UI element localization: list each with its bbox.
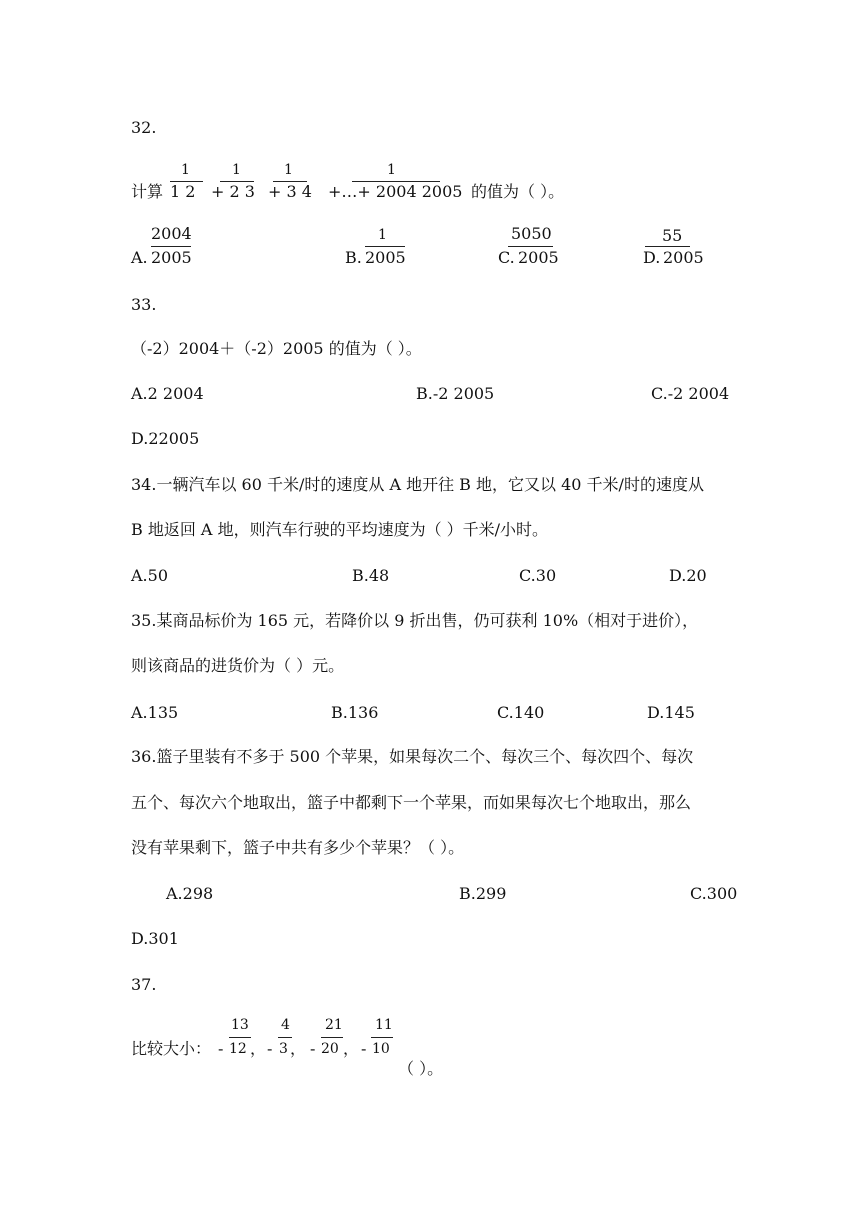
q32-option-d-numerator: 55	[662, 226, 683, 245]
q32-suffix: 的值为（ ）。	[471, 182, 565, 201]
q32-option-b-numerator: 1	[378, 227, 387, 243]
q36-option-d: D.301	[131, 929, 179, 948]
q37-term-2-bar	[278, 1037, 292, 1038]
q35-option-b: B.136	[331, 703, 379, 722]
question-34-line-1: 34.一辆汽车以 60 千米/时的速度从 A 地开往 B 地，它又以 40 千米/时的速度从	[131, 475, 704, 494]
q33-option-a: A.2 2004	[131, 384, 204, 403]
q37-term-1-numerator: 13	[231, 1017, 249, 1033]
q32-option-c-denominator: 2005	[518, 248, 559, 267]
q35-option-a: A.135	[131, 703, 179, 722]
question-37-number: 37.	[131, 975, 157, 994]
q37-term-3-denominator: 20	[321, 1041, 339, 1057]
q37-term-3-numerator: 21	[325, 1017, 343, 1033]
q32-denominator-1: 1 2	[170, 182, 196, 201]
q37-term-1-sign: -	[218, 1039, 224, 1058]
q32-denominator-3: + 3 4	[268, 182, 312, 201]
q37-prefix: 比较大小：	[131, 1039, 212, 1058]
q32-option-d-denominator: 2005	[663, 248, 704, 267]
q37-term-2-denominator: 3	[279, 1041, 288, 1057]
q32-denominator-2: + 2 3	[211, 182, 255, 201]
q32-numerator-2: 1	[232, 162, 241, 178]
q37-term-2-numerator: 4	[281, 1017, 290, 1033]
q37-term-1-bar	[229, 1037, 251, 1038]
q32-numerator-3: 1	[284, 162, 293, 178]
q35-option-d: D.145	[647, 703, 695, 722]
q34-option-b: B.48	[352, 566, 390, 585]
q32-option-c-numerator: 5050	[511, 224, 552, 243]
question-33-number: 33.	[131, 295, 157, 314]
q35-option-c: C.140	[497, 703, 545, 722]
question-35-line-1: 35.某商品标价为 165 元，若降价以 9 折出售，仍可获利 10%（相对于进价），	[131, 611, 699, 630]
question-34-line-2: B 地返回 A 地，则汽车行驶的平均速度为（ ）千米/小时。	[131, 520, 549, 539]
question-36-line-2: 五个、每次六个地取出，篮子中都剩下一个苹果，而如果每次七个地取出，那么	[131, 793, 692, 812]
q34-option-a: A.50	[131, 566, 168, 585]
question-36-line-3: 没有苹果剩下，篮子中共有多少个苹果？（ ）。	[131, 838, 465, 857]
q37-term-3-sign: -	[310, 1039, 316, 1058]
q33-option-c: C.-2 2004	[651, 384, 730, 403]
q32-option-d-label: D.	[643, 248, 661, 267]
q37-term-3-sep: ，	[343, 1039, 360, 1058]
q32-denominator-4: +…+ 2004 2005	[328, 182, 463, 201]
q34-option-d: D.20	[669, 566, 707, 585]
q37-answer-blank: （ ）。	[398, 1059, 444, 1078]
q37-term-1-sep: ，	[250, 1039, 267, 1058]
q36-option-c: C.300	[690, 884, 738, 903]
q37-term-2-sign: -	[267, 1039, 273, 1058]
q37-term-4-denominator: 10	[372, 1041, 390, 1057]
q33-option-b: B.-2 2005	[416, 384, 495, 403]
q32-option-a-denominator: 2005	[151, 248, 192, 267]
question-33-stem: （-2）2004＋（-2）2005 的值为（ ）。	[131, 339, 422, 358]
q36-option-a: A.298	[166, 884, 214, 903]
q32-option-d-bar	[645, 246, 690, 247]
q37-term-3-bar	[321, 1037, 343, 1038]
q34-option-c: C.30	[519, 566, 557, 585]
q37-term-4-numerator: 11	[375, 1017, 393, 1033]
q32-numerator-1: 1	[181, 162, 190, 178]
q37-term-4-bar	[371, 1037, 393, 1038]
q32-prefix: 计算	[131, 182, 164, 201]
q37-term-1-denominator: 12	[229, 1041, 247, 1057]
q32-option-c-label: C.	[498, 248, 515, 267]
q32-option-c-bar	[508, 246, 553, 247]
q32-numerator-4: 1	[387, 162, 396, 178]
q32-option-a-bar	[151, 246, 191, 247]
q36-option-b: B.299	[459, 884, 507, 903]
q37-term-2-sep: ，	[290, 1039, 307, 1058]
q32-option-a-numerator: 2004	[151, 224, 192, 243]
q32-option-b-label: B.	[345, 248, 362, 267]
q32-option-a-label: A.	[131, 248, 148, 267]
question-35-line-2: 则该商品的进货价为（ ）元。	[131, 656, 345, 675]
q32-option-b-denominator: 2005	[365, 248, 406, 267]
question-32-number: 32.	[131, 118, 157, 137]
q37-term-4-sign: -	[361, 1039, 367, 1058]
question-36-line-1: 36.篮子里装有不多于 500 个苹果，如果每次二个、每次三个、每次四个、每次	[131, 747, 694, 766]
q33-option-d: D.22005	[131, 429, 200, 448]
q32-option-b-bar	[365, 246, 405, 247]
